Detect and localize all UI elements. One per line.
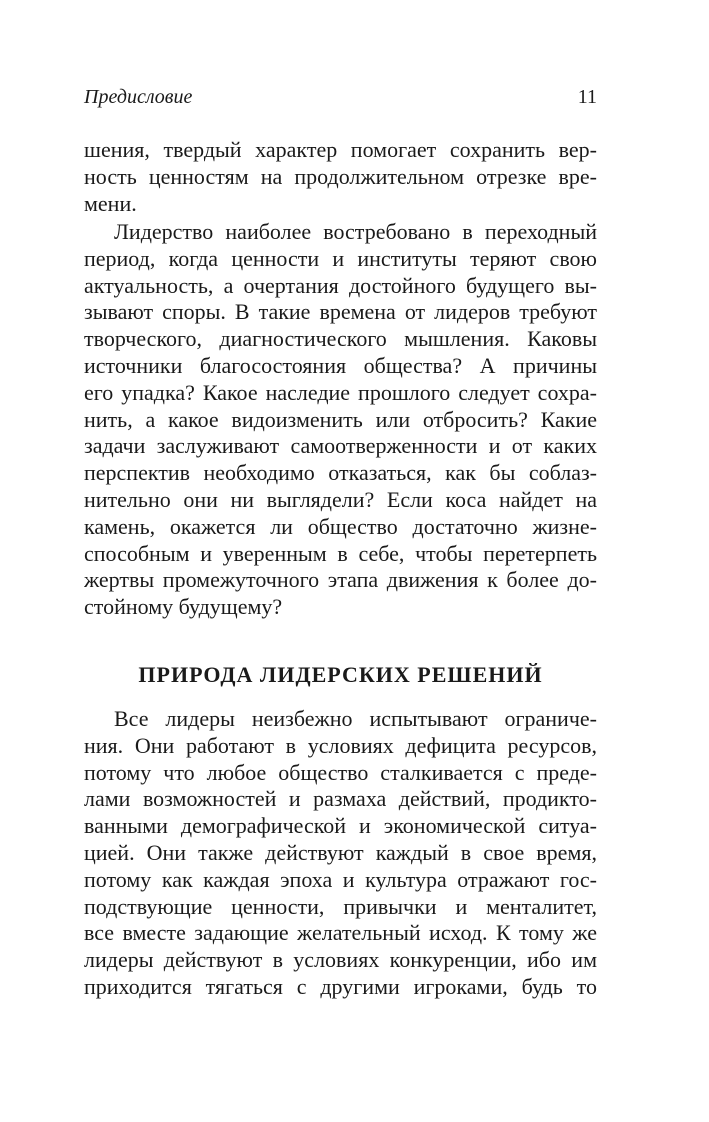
text-line: нительно они ни выглядели? Если коса найдет на (84, 486, 597, 512)
page-number: 11 (577, 86, 597, 108)
text-line: задачи заслуживают самоотверженности и от каких (84, 433, 597, 459)
text-line: перспектив необходимо отказаться, как бы соблаз- (84, 460, 597, 486)
text-line: цией. Они также действуют каждый в свое время, (84, 839, 597, 865)
text-line: стойному будущему? (84, 594, 283, 620)
text-line: ванными демографической и экономической ситуа- (84, 813, 597, 839)
text-line: мени. (84, 190, 137, 216)
text-line: источники благосостояния общества? А причины (84, 352, 597, 378)
text-line: Все лидеры неизбежно испытывают ограниче- (114, 706, 597, 731)
text-line: актуальность, а очертания достойного будущего вы- (84, 272, 597, 298)
running-header (84, 84, 597, 110)
text-line: все вместе задающие желательный исход. К тому же (84, 920, 597, 946)
paragraph-leader-constraints (84, 706, 597, 1001)
text-line: потому как каждая эпоха и культура отражают гос- (84, 866, 597, 892)
text-line: лидеры действуют в условиях конкуренции, ибо им (84, 947, 597, 973)
text-line: подствующие ценности, привычки и менталитет, (84, 893, 597, 919)
text-line: ность ценностям на продолжительном отрезке вре- (84, 163, 597, 189)
text-line: приходится тягаться с другими игроками, будь то (84, 973, 597, 999)
text-line: Лидерство наиболее востребовано в переходный (114, 219, 597, 244)
text-line: творческого, диагностического мышления. Каковы (84, 326, 597, 352)
text-line: его упадка? Какое наследие прошлого следует сохра- (84, 379, 597, 405)
chapter-title: Предисловие (84, 86, 193, 108)
text-line: период, когда ценности и институты теряют свою (84, 245, 597, 271)
text-line: потому что любое общество сталкивается с преде- (84, 759, 597, 785)
section-heading: ПРИРОДА ЛИДЕРСКИХ РЕШЕНИЙ (138, 662, 543, 687)
text-line: зывают споры. В такие времена от лидеров требуют (84, 299, 597, 325)
text-line: способным и уверенным в себе, чтобы перетерпеть (84, 540, 597, 566)
text-line: нить, а какое видоизменить или отбросить? Какие (84, 406, 597, 432)
text-line: жертвы промежуточного этапа движения к более до- (84, 567, 597, 593)
text-line: лами возможностей и размаха действий, продикто- (84, 786, 597, 812)
text-line: камень, окажется ли общество достаточно жизне- (84, 513, 597, 539)
text-line: шения, твердый характер помогает сохранить вер- (84, 137, 597, 162)
text-line: ния. Они работают в условиях дефицита ресурсов, (84, 732, 597, 758)
paragraph-leadership-transition (84, 219, 597, 621)
paragraph-continuation (84, 137, 597, 217)
